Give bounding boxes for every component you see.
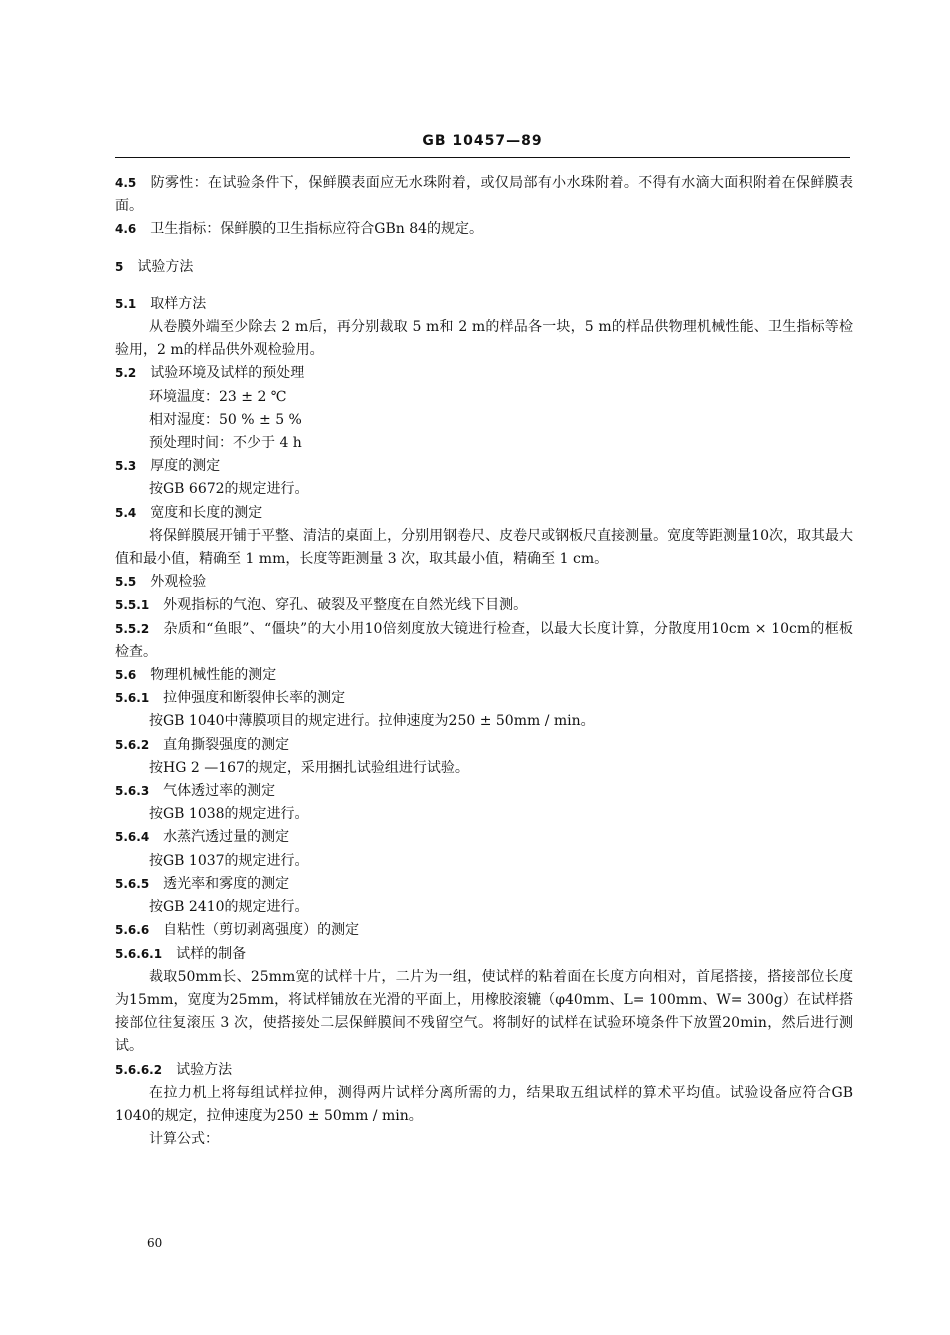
- clause-number: 5.5.2: [115, 621, 150, 636]
- clause-number: 5.6: [115, 668, 137, 683]
- section-5-heading: [115, 256, 853, 279]
- clause-text: 杂质和“鱼眼”、“僵块”的大小用10倍刻度放大镜进行检查，以最大长度计算，分散度用10cm × 10cm的框板检查。: [115, 620, 853, 660]
- clause-5-5-2: [115, 618, 853, 664]
- clause-5-6-6: [115, 919, 853, 942]
- clause-number: 5.6.4: [115, 830, 150, 845]
- paragraph-sampling: [115, 316, 853, 362]
- header-rule: [115, 157, 850, 158]
- clause-number: 5.4: [115, 505, 137, 520]
- clause-number: 5.2: [115, 366, 137, 381]
- paragraph-vapor: 按GB 1037的规定进行。: [149, 852, 309, 869]
- paragraph-gas: 按GB 1038的规定进行。: [149, 806, 309, 823]
- spacer: [115, 242, 853, 256]
- paragraph-text: 从卷膜外端至少除去 2 m后，再分别裁取 5 m和 2 m的样品各一块，5 m的样品供物理机械性能、卫生指标等检验用，2 m的样品供外观检验用。: [115, 319, 853, 359]
- page-number: 60: [147, 1236, 163, 1250]
- clause-5-6-3: [115, 780, 853, 803]
- paragraph-tensile: 按GB 1040中薄膜项目的规定进行。拉伸速度为250 ± 50mm / min。: [149, 713, 595, 730]
- clause-5-1: [115, 293, 853, 316]
- clause-number: 5.6.3: [115, 784, 150, 799]
- clause-number: 5.6.6.1: [115, 946, 163, 961]
- clause-number: 5.6.6.2: [115, 1062, 163, 1077]
- clause-5-6: [115, 664, 853, 687]
- clause-title: 宽度和长度的测定: [150, 504, 263, 521]
- clause-number: 5.6.5: [115, 876, 150, 891]
- clause-5-6-5: [115, 873, 853, 896]
- document-header: GB 10457—89: [422, 133, 543, 149]
- clause-number: 5.5.1: [115, 598, 150, 613]
- clause-number: 5.6.2: [115, 737, 150, 752]
- clause-5-6-6-2: [115, 1059, 853, 1082]
- clause-text: 防雾性：在试验条件下，保鲜膜表面应无水珠附着，或仅局部有小水珠附着。不得有水滴大面积附着在保鲜膜表面。: [115, 175, 853, 215]
- clause-title: 透光率和雾度的测定: [163, 875, 290, 892]
- clause-text: 卫生指标：保鲜膜的卫生指标应符合GBn 84的规定。: [150, 221, 484, 238]
- clause-title: 气体透过率的测定: [163, 783, 276, 800]
- clause-5-6-6-1: [115, 943, 853, 966]
- paragraph-text: 在拉力机上将每组试样拉伸，测得两片试样分离所需的力，结果取五组试样的算术平均值。试验设备应符合GB 1040的规定，拉伸速度为250 ± 50mm / min。: [115, 1084, 853, 1124]
- paragraph-formula: 计算公式：: [149, 1131, 219, 1148]
- clause-5-3: [115, 455, 853, 478]
- clause-number: 5.6.6: [115, 923, 150, 938]
- paragraph-text: 将保鲜膜展开铺于平整、清洁的桌面上，分别用钢卷尺、皮卷尺或钢板尺直接测量。宽度等距测量10次，取其最大值和最小值，精确至 1 mm，长度等距测量 3 次，取其最小值，精确至 1 cm。: [115, 527, 853, 568]
- clause-number: 4.5: [115, 176, 137, 190]
- clause-title: 外观检验: [150, 574, 207, 591]
- paragraph-thickness: 按GB 6672的规定进行。: [149, 481, 309, 498]
- clause-title: 试验环境及试样的预处理: [150, 365, 305, 382]
- clause-5-4: [115, 502, 853, 525]
- paragraph-test-method: [115, 1082, 853, 1128]
- section-title: 试验方法: [137, 258, 194, 275]
- paragraph-text: 裁取50mm长、25mm宽的试样十片，二片为一组，使试样的粘着面在长度方向相对，首尾搭接，搭接部位长度为15mm，宽度为25mm，将试样铺放在光滑的平面上，用橡胶滚辘（φ40mm、L= 100mm、W= 300g）在试样搭接部位往复滚压 3 次，使搭接处二层保鲜膜间不残留空气。将制好的试样在试验环境条件下放置20min，然后进行测试。: [115, 968, 853, 1055]
- clause-5-5: [115, 571, 853, 594]
- spacer: [115, 279, 853, 293]
- clause-title: 直角撕裂强度的测定: [163, 736, 290, 753]
- clause-4-6: [115, 218, 853, 241]
- clause-5-6-2: [115, 734, 853, 757]
- clause-number: 5.5: [115, 575, 137, 590]
- clause-4-5: [115, 172, 853, 218]
- clause-number: 5.3: [115, 459, 137, 474]
- env-temperature: 环境温度：23 ± 2 ℃: [149, 388, 287, 405]
- paragraph-specimen: [115, 966, 853, 1059]
- clause-5-6-1: [115, 687, 853, 710]
- clause-title: 自粘性（剪切剥离强度）的测定: [163, 922, 360, 939]
- clause-number: 5: [115, 259, 124, 274]
- pretreat-time: 预处理时间：不少于 4 h: [149, 435, 302, 452]
- clause-5-5-1: [115, 594, 853, 617]
- clause-title: 试验方法: [176, 1061, 233, 1078]
- env-humidity: 相对湿度：50 % ± 5 %: [149, 411, 302, 428]
- clause-title: 取样方法: [150, 295, 207, 312]
- clause-title: 厚度的测定: [150, 458, 221, 475]
- document-body: [115, 172, 853, 1151]
- clause-title: 拉伸强度和断裂伸长率的测定: [163, 690, 346, 707]
- clause-title: 物理机械性能的测定: [150, 667, 277, 684]
- clause-number: 4.6: [115, 222, 137, 237]
- clause-number: 5.6.1: [115, 691, 150, 706]
- clause-5-6-4: [115, 826, 853, 849]
- paragraph-tear: 按HG 2 —167的规定，采用捆扎试验组进行试验。: [149, 759, 469, 776]
- clause-number: 5.1: [115, 296, 137, 311]
- clause-title: 水蒸汽透过量的测定: [163, 829, 290, 846]
- clause-text: 外观指标的气泡、穿孔、破裂及平整度在自然光线下目测。: [163, 597, 528, 614]
- clause-title: 试样的制备: [176, 945, 247, 962]
- paragraph-width-length: [115, 525, 853, 571]
- paragraph-transmittance: 按GB 2410的规定进行。: [149, 899, 309, 916]
- clause-5-2: [115, 362, 853, 385]
